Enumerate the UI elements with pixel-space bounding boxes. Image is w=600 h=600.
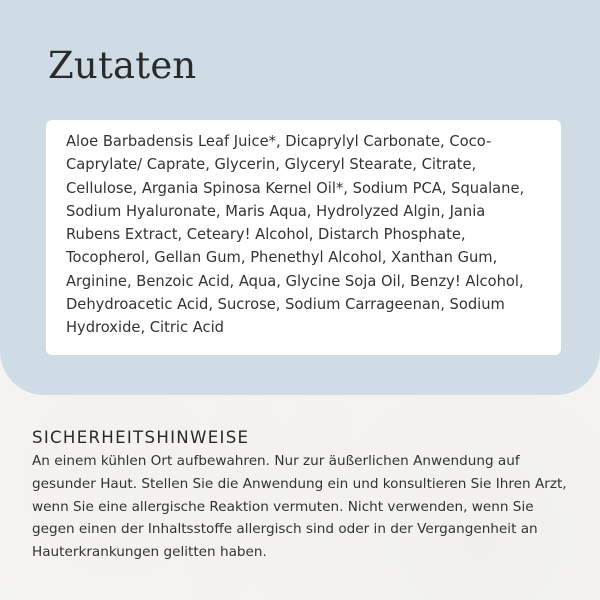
ingredients-title: Zutaten (48, 44, 197, 87)
safety-text: An einem kühlen Ort aufbewahren. Nur zur äußerlichen Anwendung auf gesunder Haut. Stellen Sie die Anwendung ein und konsultieren Sie Ihren Arzt, wenn Sie eine allergische Reaktion vermuten. Nicht verwenden, wenn Sie gegen einen der Inhaltsstoffe allergisch sind oder in der Vergangenheit an Hauterkrankungen gelitten haben. (32, 453, 567, 561)
safety-section (32, 428, 577, 564)
safety-heading: SICHERHEITSHINWEISE (32, 428, 250, 447)
ingredients-list: Aloe Barbadensis Leaf Juice*, Dicaprylyl Carbonate, Coco-Caprylate/ Caprate, Glycerin, Glyceryl Stearate, Citrate, Cellulose, Argania Spinosa Kernel Oil*, Sodium PCA, Squalane, Sodium Hyaluronate, Maris Aqua, Hydrolyzed Algin, Jania Rubens Extract, Ceteary! Alcohol, Distarch Phosphate, Tocopherol, Gellan Gum, Phenethyl Alcohol, Xanthan Gum, Arginine, Benzoic Acid, Aqua, Glycine Soja Oil, Benzy! Alcohol, Dehydroacetic Acid, Sucrose, Sodium Carrageenan, Sodium Hydroxide, Citric Acid (66, 133, 525, 337)
ingredients-card (46, 120, 561, 355)
